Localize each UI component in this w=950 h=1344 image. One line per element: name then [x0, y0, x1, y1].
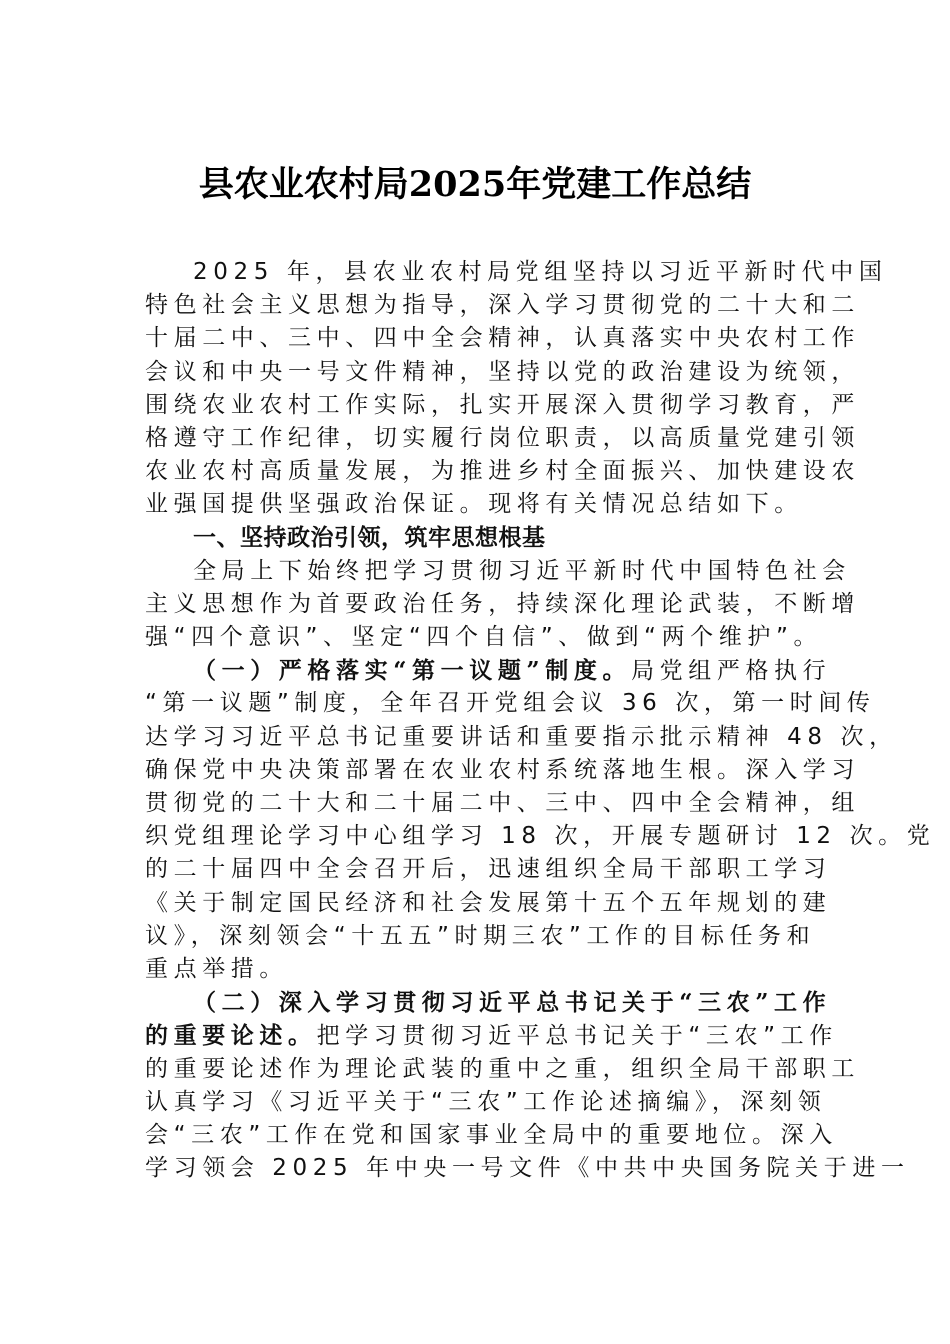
text-line: 强“四个意识”、坚定“四个自信”、做到“两个维护”。 [145, 624, 823, 651]
text-line: 会“三农”工作在党和国家事业全局中的重要地位。深入 [145, 1121, 838, 1148]
text-line: 的重要论述作为理论武装的重中之重，组织全局干部职工 [145, 1055, 860, 1082]
text-line [145, 654, 832, 687]
subsection-heading-cont: 的重要论述。 [145, 1022, 317, 1050]
text-line: 围绕农业农村工作实际，扎实开展深入贯彻学习教育，严 [145, 391, 860, 418]
text-line: 2025 年，县农业农村局党组坚持以习近平新时代中国 [193, 259, 888, 285]
subsection1-paragraph [145, 654, 936, 986]
text-line [145, 1019, 838, 1052]
text-line: 认真学习《习近平关于“三农”工作论述摘编》，深刻领 [145, 1088, 827, 1115]
text-line: 贯彻党的二十大和二十届二中、三中、四中全会精神，组 [145, 790, 860, 816]
text-line: 织党组理论学习中心组学习 18 次，开展专题研讨 12 次。党 [145, 823, 936, 850]
intro-paragraph [145, 256, 888, 522]
text-line: 的二十届四中全会召开后，迅速组织全局干部职工学习 [145, 856, 832, 883]
text-line: 格遵守工作纪律，切实履行岗位职责，以高质量党建引领 [145, 424, 860, 451]
text-run: 把学习贯彻习近平总书记关于“三农”工作 [316, 1023, 838, 1050]
subsection2-paragraph [145, 986, 910, 1185]
text-line: 学习领会 2025 年中央一号文件《中共中央国务院关于进一 [145, 1155, 910, 1182]
text-line: 会议和中央一号文件精神，坚持以党的政治建设为统领， [145, 358, 860, 385]
text-line: 业强国提供坚强政治保证。现将有关情况总结如下。 [145, 491, 803, 518]
text-line: 重点举措。 [145, 955, 288, 982]
document-body [145, 256, 936, 1185]
subsection-heading: （二）深入学习贯彻习近平总书记关于“三农”工作 [193, 989, 832, 1017]
subsection-heading: （一）严格落实“第一议题”制度。 [193, 657, 632, 685]
section-heading: 一、坚持政治引领，筑牢思想根基 [193, 524, 546, 551]
text-line: 全局上下始终把学习贯彻习近平新时代中国特色社会 [193, 557, 851, 584]
text-run: 局党组严格执行 [631, 658, 832, 685]
text-line: 确保党中央决策部署在农业农村系统落地生根。深入学习 [145, 756, 860, 783]
text-line: 议》，深刻领会“十五五”时期三农”工作的目标任务和 [145, 922, 816, 949]
text-line: 达学习习近平总书记重要讲话和重要指示批示精神 48 次， [145, 723, 898, 750]
section1-paragraph [145, 555, 860, 655]
text-line: 特色社会主义思想为指导，深入学习贯彻党的二十大和二 [145, 292, 860, 319]
text-line: 农业农村高质量发展，为推进乡村全面振兴、加快建设农 [145, 458, 860, 485]
text-line: 主义思想作为首要政治任务，持续深化理论武装，不断增 [145, 590, 860, 617]
document-title: 县农业农村局2025年党建工作总结 [198, 164, 752, 205]
text-line: 十届二中、三中、四中全会精神，认真落实中央农村工作 [145, 325, 860, 352]
text-line: 《关于制定国民经济和社会发展第十五个五年规划的建 [145, 889, 832, 916]
text-line: “第一议题”制度，全年召开党组会议 36 次，第一时间传 [145, 690, 876, 717]
